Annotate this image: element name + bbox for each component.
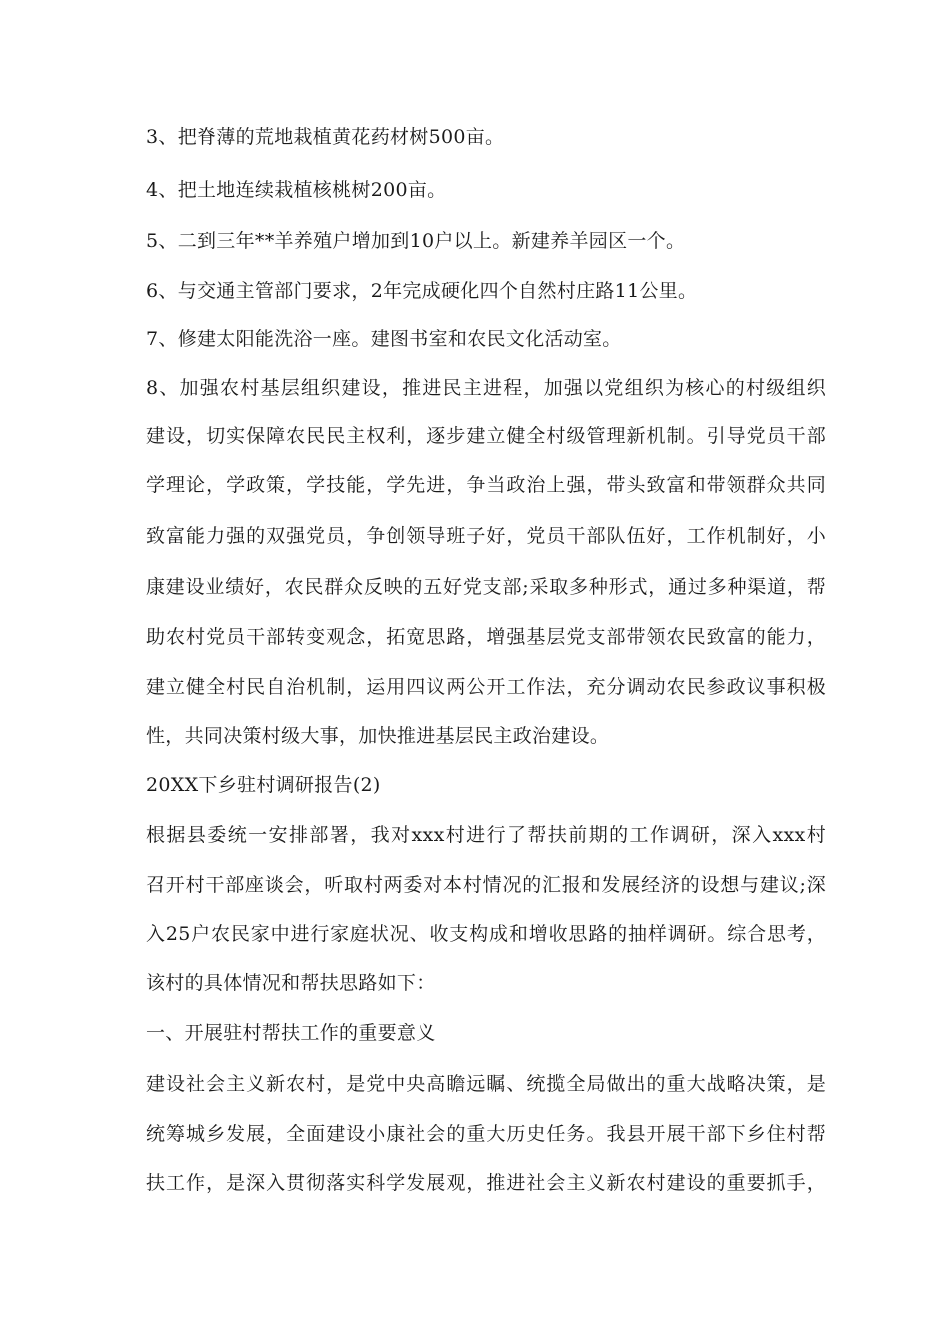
text-line: 入25户农民家中进行家庭状况、收支构成和增收思路的抽样调研。综合思考，	[146, 923, 826, 945]
text-line: 致富能力强的双强党员，争创领导班子好，党员干部队伍好，工作机制好，小	[146, 525, 826, 547]
text-line: 学理论，学政策，学技能，学先进，争当政治上强，带头致富和带领群众共同	[146, 474, 826, 496]
text-line: 统筹城乡发展，全面建设小康社会的重大历史任务。我县开展干部下乡住村帮	[146, 1123, 826, 1145]
text-line: 建设，切实保障农民民主权利，逐步建立健全村级管理新机制。引导党员干部	[146, 425, 826, 447]
text-line: 建设社会主义新农村，是党中央高瞻远瞩、统揽全局做出的重大战略决策，是	[146, 1073, 826, 1095]
text-line: 该村的具体情况和帮扶思路如下：	[146, 972, 436, 994]
text-line: 4、把土地连续栽植核桃树200亩。	[146, 179, 447, 201]
text-line: 7、修建太阳能洗浴一座。建图书室和农民文化活动室。	[146, 328, 622, 350]
text-line: 助农村党员干部转变观念，拓宽思路，增强基层党支部带领农民致富的能力，	[146, 626, 826, 648]
section-heading: 20XX下乡驻村调研报告(2)	[146, 774, 381, 796]
text-line: 5、二到三年**羊养殖户增加到10户以上。新建养羊园区一个。	[146, 230, 686, 252]
text-line: 建立健全村民自治机制，运用四议两公开工作法，充分调动农民参政议事积极	[146, 676, 826, 698]
text-line: 3、把脊薄的荒地栽植黄花药材树500亩。	[146, 126, 505, 148]
text-line: 6、与交通主管部门要求，2年完成硬化四个自然村庄路11公里。	[146, 280, 698, 302]
text-line: 8、加强农村基层组织建设，推进民主进程，加强以党组织为核心的村级组织	[146, 377, 826, 399]
text-line: 性，共同决策村级大事，加快推进基层民主政治建设。	[146, 725, 610, 747]
section-heading: 一、开展驻村帮扶工作的重要意义	[146, 1022, 436, 1044]
text-line: 康建设业绩好，农民群众反映的五好党支部;采取多种形式，通过多种渠道，帮	[146, 576, 826, 598]
text-line: 扶工作，是深入贯彻落实科学发展观，推进社会主义新农村建设的重要抓手，	[146, 1172, 826, 1194]
text-line: 召开村干部座谈会，听取村两委对本村情况的汇报和发展经济的设想与建议;深	[146, 874, 826, 896]
text-line: 根据县委统一安排部署，我对xxx村进行了帮扶前期的工作调研，深入xxx村	[146, 824, 826, 846]
